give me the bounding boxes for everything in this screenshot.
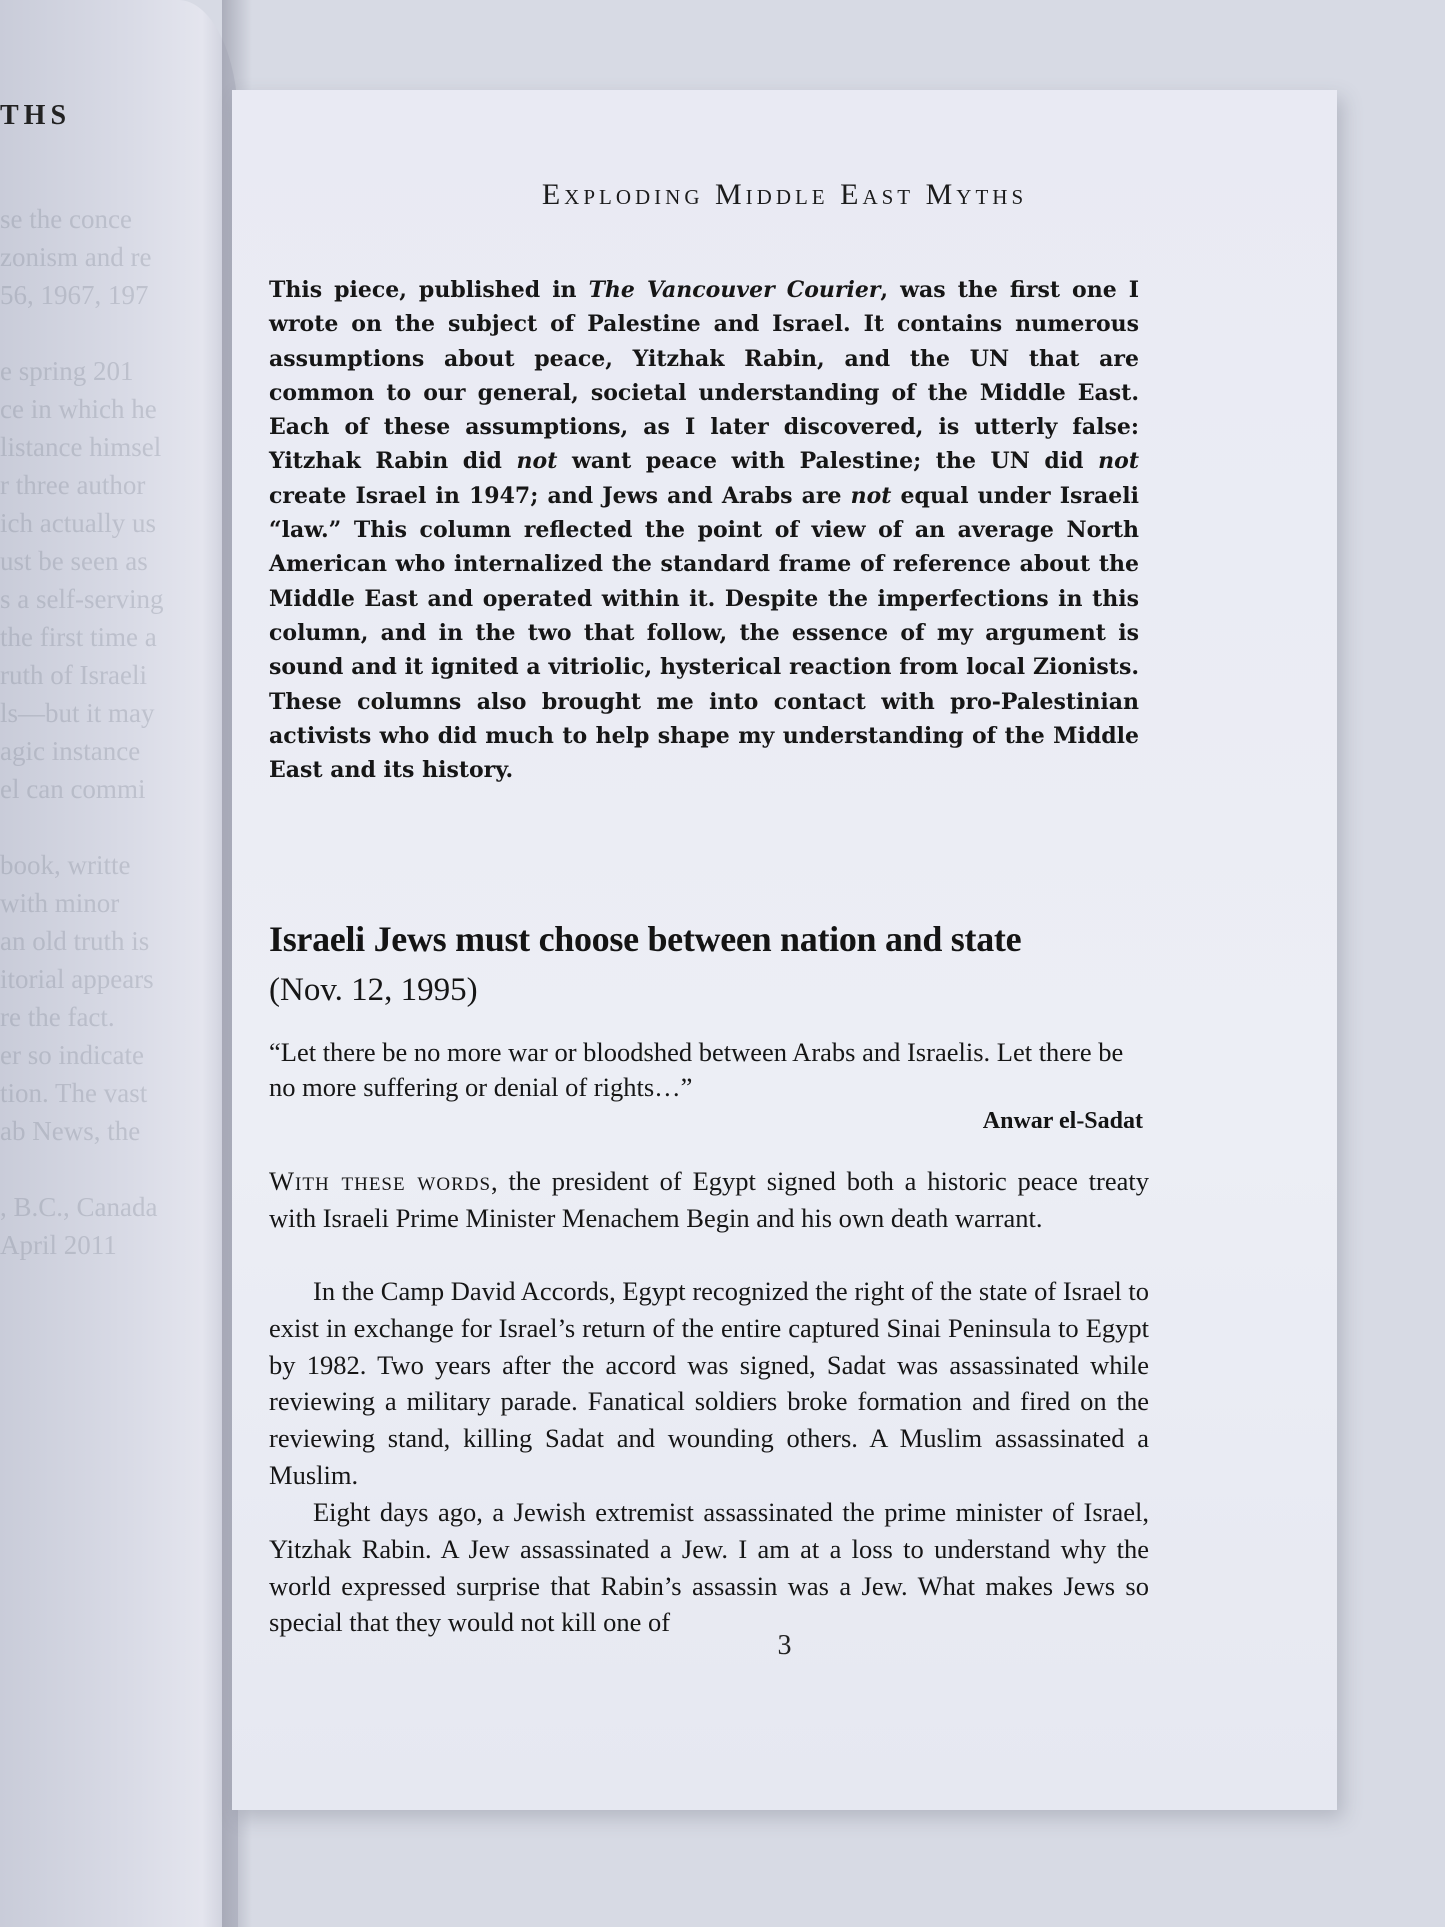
right-page — [232, 90, 1337, 1810]
intro-text-2: , was the first one I wrote on the subject of Palestine and Israel. It contains numerous assumptions about peace, Yitzhak Rabin, and the UN that are common to our general, societal understanding of the Middle East. Each of these assumptions, as I later discovered, is utterly false: Yitzhak Rabin did — [269, 277, 1139, 475]
body-paragraph: Eight days ago, a Jewish extremist assassinated the prime minister of Israel, Yitzhak Rabin. A Jew assassinated a Jew. I am at a loss to understand why the world expressed surprise that Rabin’s assassin was a Jew. What makes Jews so special that they would not kill one of — [269, 1497, 1149, 1638]
article-title: Israeli Jews must choose between nation and state — [269, 919, 1022, 959]
emphasis-not: not — [850, 482, 892, 509]
intro-text-1: This piece, published in — [269, 277, 589, 303]
article-date: (Nov. 12, 1995) — [269, 972, 478, 1008]
paragraph-lead-in: With these words — [269, 1166, 492, 1196]
intro-text-5: equal under Israeli “law.” This column reflected the point of view of an average North American who internalized the standard frame of reference about the Middle East and operated within it. Despite the imperfections in this column, and in the two that follow, the essence of my argument is sound and it ignited a vitriolic, hysterical reaction from local Zionists. These columns also brought me into contact with pro-Palestinian activists who did much to help shape my understanding of the Middle East and its history. — [269, 482, 1139, 784]
body-paragraph — [269, 1163, 1149, 1237]
paragraph-text: , the president of Egypt signed both a historic peace treaty with Israeli Prime Minister Menachem Begin and his own death warrant. — [269, 1166, 1149, 1233]
emphasis-not: not — [1098, 448, 1139, 475]
epigraph-attribution: Anwar el-Sadat — [982, 1108, 1143, 1134]
intro-paragraph — [269, 273, 1139, 787]
body-paragraph: In the Camp David Accords, Egypt recognized the right of the state of Israel to exist in exchange for Israel’s return of the entire captured Sinai Peninsula to Egypt by 1982. Two years after the accord was signed, Sadat was assassinated while reviewing a military parade. Fanatical soldiers broke formation and fired on the reviewing stand, killing Sadat and wounding others. A Muslim assassinated a Muslim. — [269, 1276, 1149, 1490]
page-number: 3 — [777, 1630, 792, 1661]
left-running-head: THS — [0, 100, 72, 131]
intro-text-4: create Israel in 1947; and Jews and Arabs are — [269, 482, 851, 509]
left-page-ghost-text: se the conce zonism and re 56, 1967, 197 e spring 201 ce in which he listance himsel r three author ich actually us ust be seen as s a self-serving the first time a ruth of Israeli ls—but it may agic instance el can commi book, writte with minor an old truth is itorial appears re the fact. er so indicate tion. The vast ab News, the , B.C., Canada April 2011 — [0, 204, 164, 1260]
intro-text-3: want peace with Palestine; the UN did — [557, 448, 1099, 475]
running-head: Exploding Middle East Myths — [541, 178, 1028, 211]
left-page — [0, 0, 238, 1927]
emphasis-not: not — [516, 448, 558, 475]
epigraph-quote: “Let there be no more war or bloodshed between Arabs and Israelis. Let there be no more suffering or denial of rights…” — [269, 1037, 1124, 1102]
publication-name: The Vancouver Courier — [588, 277, 881, 303]
